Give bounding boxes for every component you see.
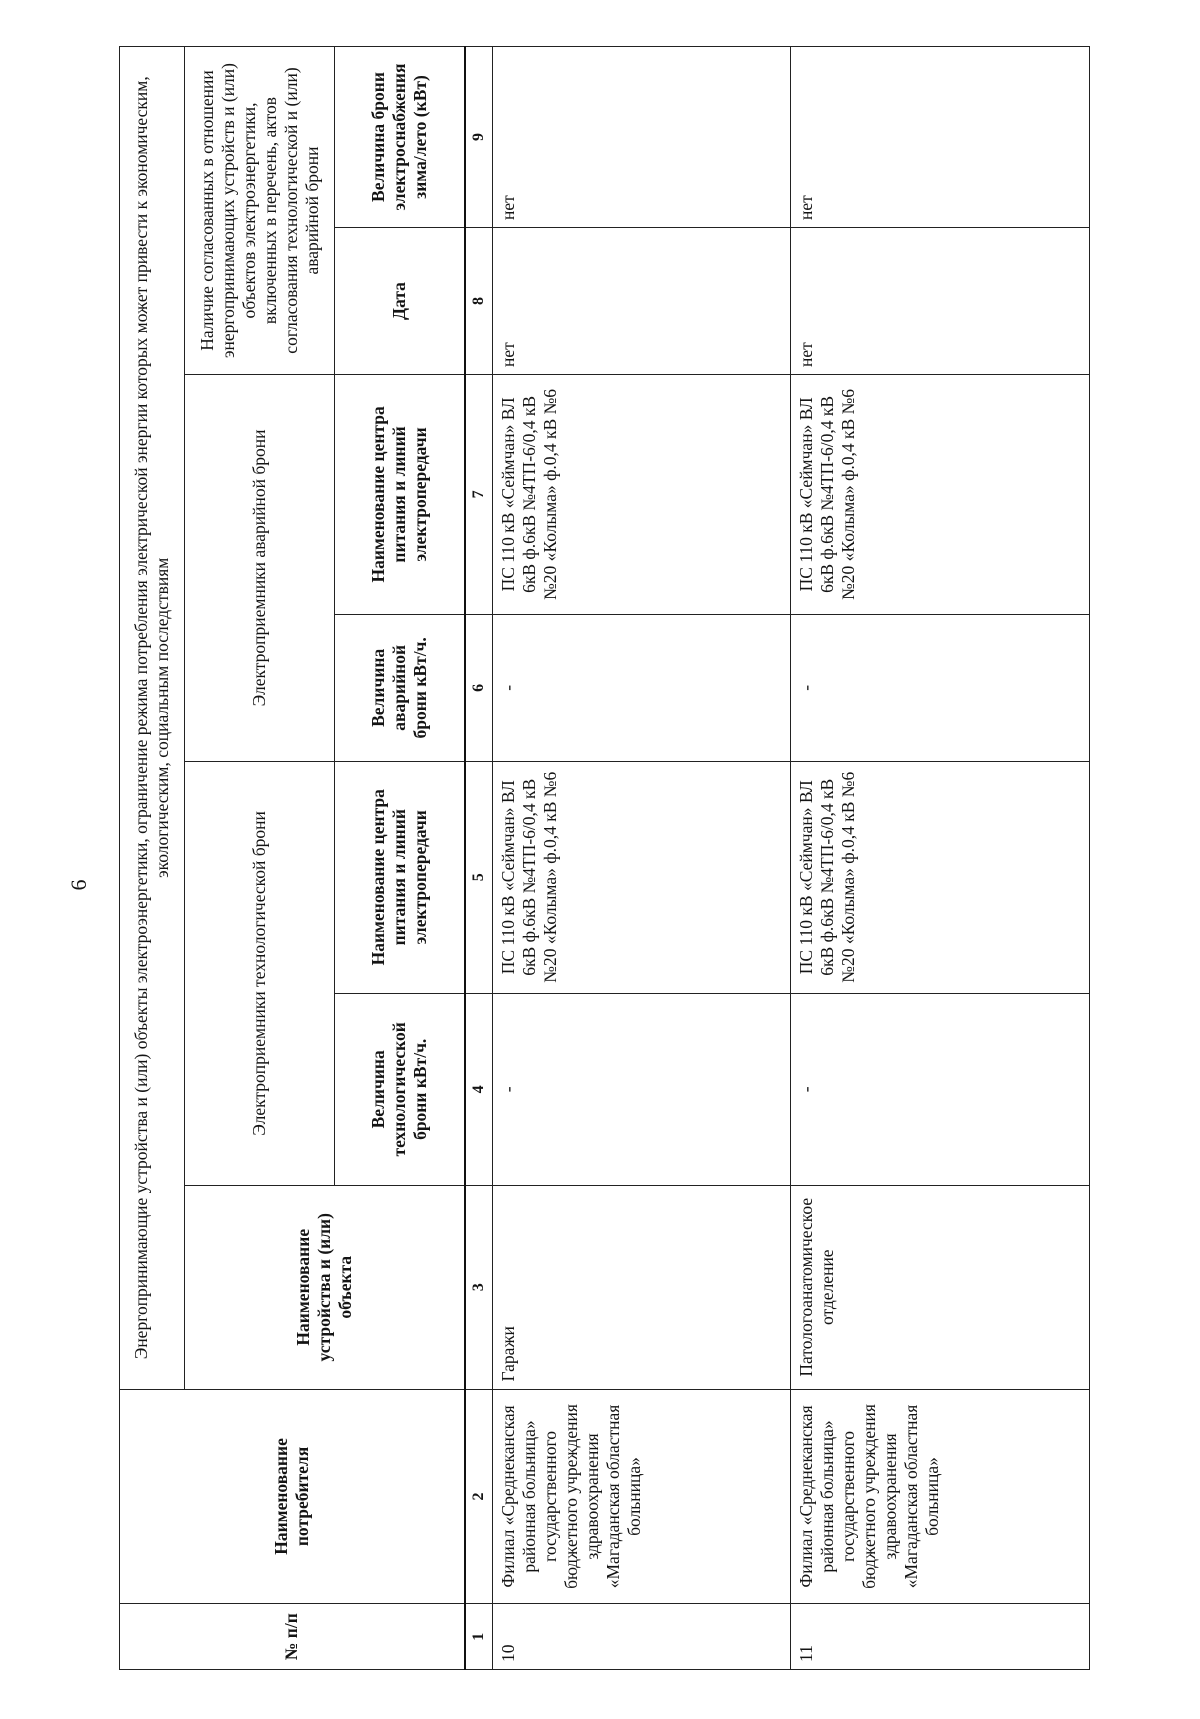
header-tech-value: Величина технологической брони кВт/ч. [335,993,465,1185]
energy-consumers-table [119,46,1090,1670]
header-emerg-value: Величина аварийной брони кВт/ч. [335,614,465,761]
column-number: 6 [465,614,493,761]
header-agree-value: Величина брони электроснабжения зима/лето (кВт) [335,47,465,228]
consumer-name: Филиал «Среднеканская районная больница» государственного бюджетного учреждения здравоохранения «Магаданская областная больница» [791,1389,1090,1604]
agree-date: нет [791,228,1090,375]
tech-value: - [492,993,791,1185]
column-number-row [465,47,493,1670]
agree-date: нет [492,228,791,375]
device-name: Гаражи [492,1185,791,1389]
page-number: 6 [66,879,91,891]
header-emerg-center: Наименование центра питания и линий электропередачи [335,375,465,615]
tech-value: - [791,993,1090,1185]
header-tech-center: Наименование центра питания и линий электропередачи [335,761,465,993]
table-row [791,47,1090,1670]
emerg-center: ПС 110 кВ «Сеймчан» ВЛ 6кВ ф.6кВ №4ТП-6/0,4 кВ №20 «Колыма» ф.0,4 кВ №6 [492,375,791,615]
header-agree-group: Наличие согласованных в отношении энергопринимающих устройств и (или) объектов электроэнергетики, включенных в перечень, актов согласования технологической и (или) аварийной брони [185,47,335,375]
agree-value: нет [791,47,1090,228]
agree-value: нет [492,47,791,228]
header-col-consumer: Наименование потребителя [120,1389,465,1604]
row-number: 11 [791,1604,1090,1670]
header-emerg-group: Электроприемники аварийной брони [185,375,335,762]
emerg-value: - [791,614,1090,761]
row-number: 10 [492,1604,791,1670]
header-tech-group: Электроприемники технологической брони [185,761,335,1185]
column-number: 4 [465,993,493,1185]
column-number: 1 [465,1604,493,1670]
column-number: 3 [465,1185,493,1389]
header-col-device: Наименование устройства и (или) объекта [185,1185,465,1389]
column-number: 2 [465,1389,493,1604]
consumer-name: Филиал «Среднеканская районная больница» государственного бюджетного учреждения здравоохранения «Магаданская областная больница» [492,1389,791,1604]
column-number: 9 [465,47,493,228]
column-number: 5 [465,761,493,993]
column-number: 7 [465,375,493,615]
header-col-no: № п/п [120,1604,465,1670]
header-agree-date: Дата [335,228,465,375]
header-group-title: Энергопринимающие устройства и (или) объекты электроэнергетики, ограничение режима потребления электрической энергии которых может привести к экономическим, экологическим, социальным последствиям [120,47,185,1390]
tech-center: ПС 110 кВ «Сеймчан» ВЛ 6кВ ф.6кВ №4ТП-6/0,4 кВ №20 «Колыма» ф.0,4 кВ №6 [791,761,1090,993]
emerg-value: - [492,614,791,761]
emerg-center: ПС 110 кВ «Сеймчан» ВЛ 6кВ ф.6кВ №4ТП-6/0,4 кВ №20 «Колыма» ф.0,4 кВ №6 [791,375,1090,615]
table-row [492,47,791,1670]
tech-center: ПС 110 кВ «Сеймчан» ВЛ 6кВ ф.6кВ №4ТП-6/0,4 кВ №20 «Колыма» ф.0,4 кВ №6 [492,761,791,993]
device-name: Патологоанатомическое отделение [791,1185,1090,1389]
energy-table-sheet [119,46,1090,1670]
column-number: 8 [465,228,493,375]
